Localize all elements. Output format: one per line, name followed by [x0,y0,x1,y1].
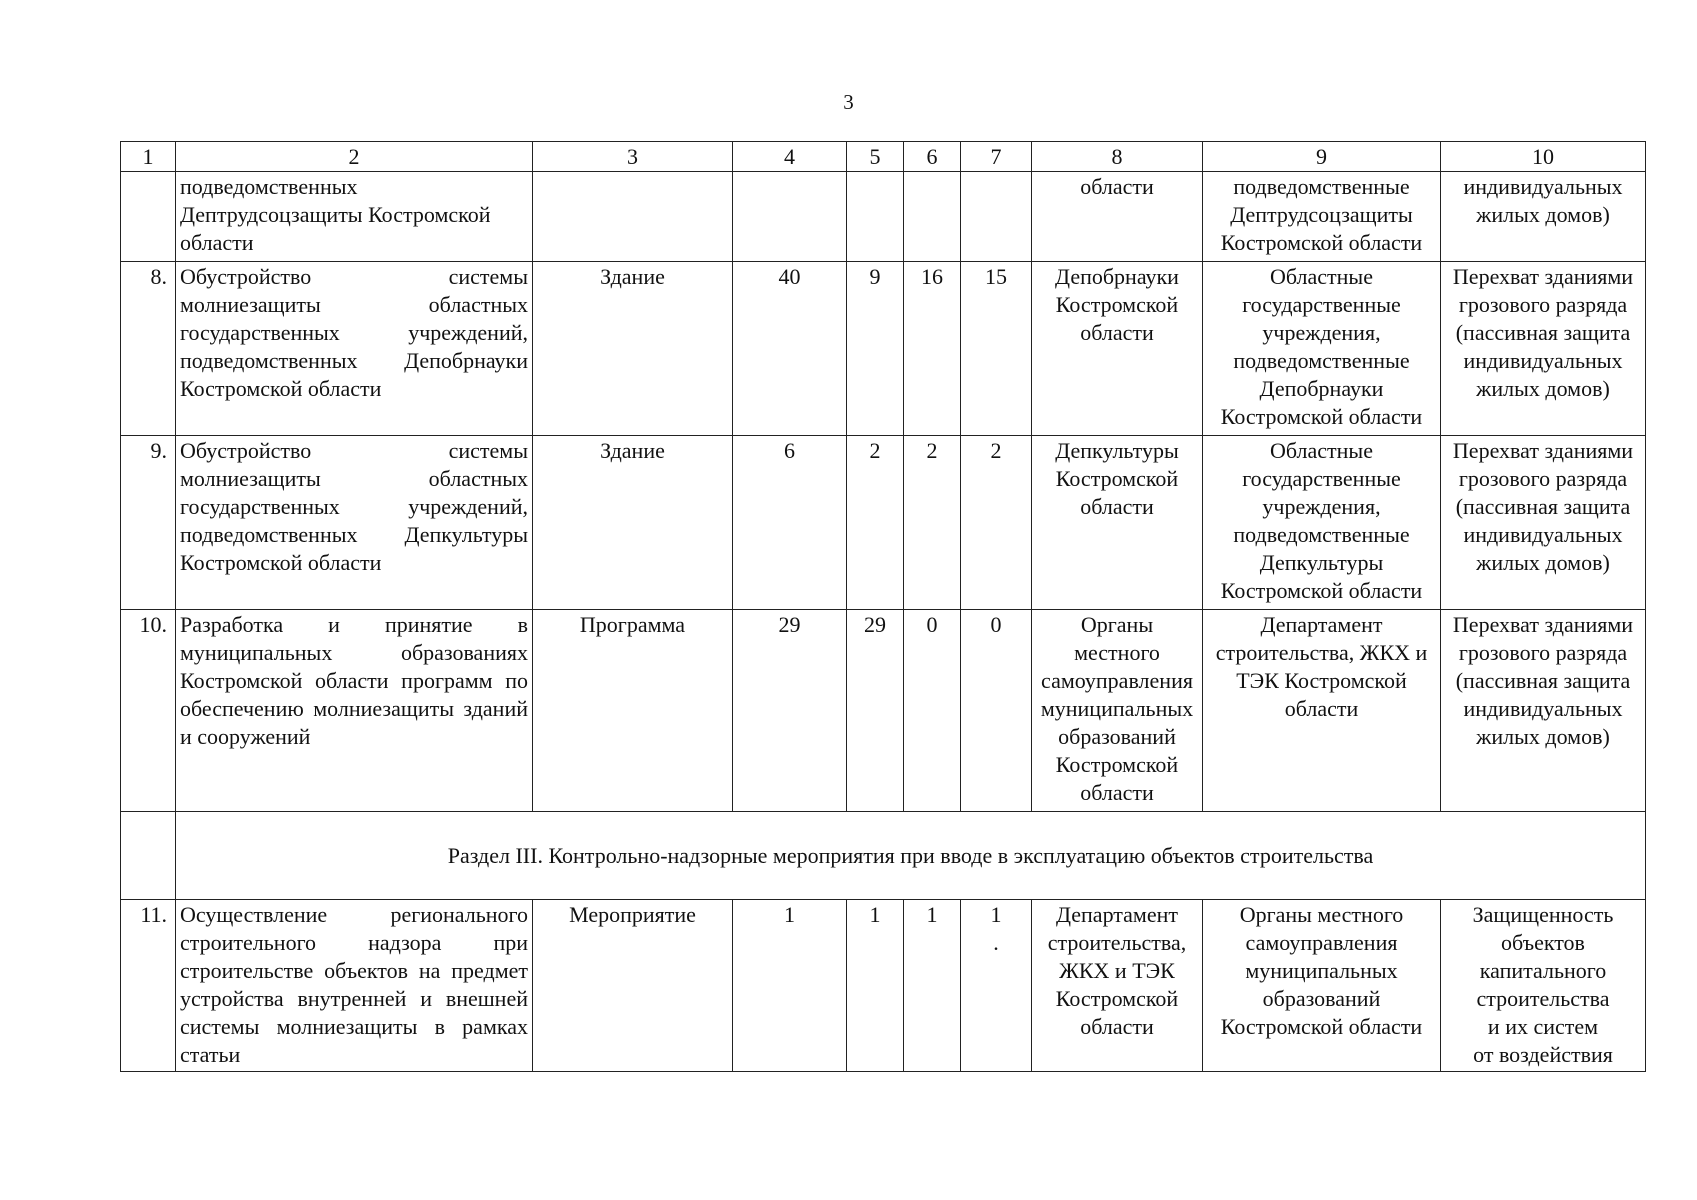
value-year-2: 0 [904,610,961,812]
row-number: 9. [121,436,176,610]
value-year-1: 9 [847,262,904,436]
value-total: 6 [733,436,847,610]
measure-name: Разработка и принятие в муниципальных образованиях Костромской области программ по обеспечению молниезащиты зданий и сооружений [176,610,533,812]
value-year-1 [847,172,904,262]
participants-cell: подведомственные Дептрудсоцзащиты Костромской области [1203,172,1441,262]
responsible-cell: Депобрнауки Костромской области [1032,262,1203,436]
result-cell: Перехват зданиями грозового разряда (пассивная защита индивидуальных жилых домов) [1441,262,1646,436]
value-year-2: 16 [904,262,961,436]
header-cell: 7 [961,142,1032,172]
value-year-1: 29 [847,610,904,812]
value-year-3: 2 [961,436,1032,610]
table-row [121,172,1646,262]
measure-name: Обустройство системы молниезащиты областных государственных учреждений, подведомственных Депобрнауки Костромской области [176,262,533,436]
table-row [121,900,1646,1072]
row-number: 11. [121,900,176,1072]
table-header-row [121,142,1646,172]
header-cell: 1 [121,142,176,172]
unit-cell: Мероприятие [533,900,733,1072]
result-cell: Защищенность объектов капитального строительства и их систем от воздействия [1441,900,1646,1072]
measure-name: подведомственных Дептрудсоцзащиты Костромской области [176,172,533,262]
value-year-2: 1 [904,900,961,1072]
section-row [121,812,1646,900]
participants-cell: Областные государственные учреждения, подведомственные Депкультуры Костромской области [1203,436,1441,610]
participants-cell: Областные государственные учреждения, подведомственные Депобрнауки Костромской области [1203,262,1441,436]
value-year-1: 2 [847,436,904,610]
header-cell: 3 [533,142,733,172]
responsible-cell: области [1032,172,1203,262]
table-row [121,262,1646,436]
header-cell: 4 [733,142,847,172]
header-cell: 6 [904,142,961,172]
row-number [121,172,176,262]
value-year-2 [904,172,961,262]
unit-cell: Здание [533,436,733,610]
responsible-cell: Департамент строительства, ЖКХ и ТЭК Костромской области [1032,900,1203,1072]
header-cell: 2 [176,142,533,172]
row-number: 8. [121,262,176,436]
value-year-3: 0 [961,610,1032,812]
value-total: 29 [733,610,847,812]
value-year-3: 15 [961,262,1032,436]
unit-cell [533,172,733,262]
result-cell: Перехват зданиями грозового разряда (пассивная защита индивидуальных жилых домов) [1441,610,1646,812]
unit-cell: Здание [533,262,733,436]
header-cell: 10 [1441,142,1646,172]
value-total [733,172,847,262]
participants-cell: Департамент строительства, ЖКХ и ТЭК Костромской области [1203,610,1441,812]
measure-name: Обустройство системы молниезащиты областных государственных учреждений, подведомственных Депкультуры Костромской области [176,436,533,610]
participants-cell: Органы местного самоуправления муниципальных образований Костромской области [1203,900,1441,1072]
header-cell: 9 [1203,142,1441,172]
unit-cell: Программа [533,610,733,812]
value-year-2: 2 [904,436,961,610]
table-row [121,436,1646,610]
section-title: Раздел III. Контрольно-надзорные мероприятия при вводе в эксплуатацию объектов строительства [176,812,1646,900]
header-cell: 8 [1032,142,1203,172]
responsible-cell: Органы местного самоуправления муниципальных образований Костромской области [1032,610,1203,812]
result-cell: Перехват зданиями грозового разряда (пассивная защита индивидуальных жилых домов) [1441,436,1646,610]
responsible-cell: Депкультуры Костромской области [1032,436,1203,610]
measure-name: Осуществление регионального строительного надзора при строительстве объектов на предмет устройства внутренней и внешней системы молниезащиты в рамках статьи [176,900,533,1072]
measures-table [120,141,1646,1072]
value-year-1: 1 [847,900,904,1072]
row-number: 10. [121,610,176,812]
value-total: 1 [733,900,847,1072]
value-year-3: 1 . [961,900,1032,1072]
table-row [121,610,1646,812]
value-year-3 [961,172,1032,262]
page-number: 3 [843,90,854,114]
section-number-cell [121,812,176,900]
header-cell: 5 [847,142,904,172]
value-total: 40 [733,262,847,436]
result-cell: индивидуальных жилых домов) [1441,172,1646,262]
